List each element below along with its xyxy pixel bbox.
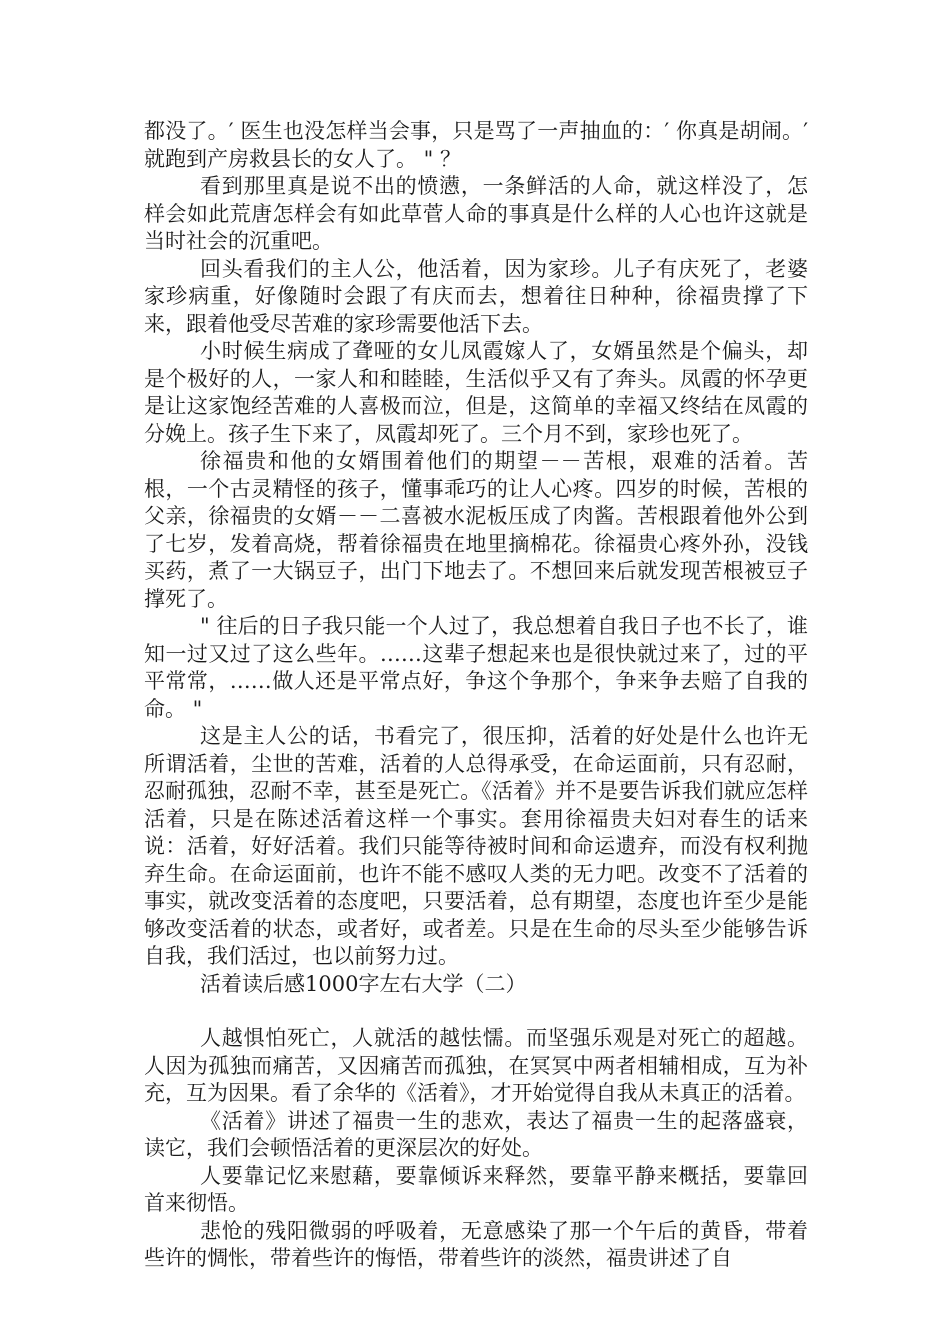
paragraph-5: 徐福贵和他的女婿围着他们的期望－－苦根，艰难的活着。苦根，一个古灵精怪的孩子，懂事乖巧的让人心疼。四岁的时候，苦根的父亲，徐福贵的女婿－－二喜被水泥板压成了肉酱。苦根跟着他外公到了七岁，发着高烧，帮着徐福贵在地里摘棉花。徐福贵心疼外孙，没钱买药，煮了一大锅豆子，出门下地去了。不想回来后就发现苦根被豆子撑死了。 xyxy=(144,449,808,611)
section-heading: 活着读后感1000字左右大学（二） xyxy=(200,971,527,996)
paragraph-8: 人越惧怕死亡，人就活的越怯懦。而坚强乐观是对死亡的超越。人因为孤独而痛苦，又因痛苦而孤独，在冥冥中两者相辅相成，互为补充，互为因果。看了余华的《活着》，才开始觉得自我从未真正的活着。 xyxy=(144,1026,808,1105)
paragraph-1: 都没了。′ 医生也没怎样当会事，只是骂了一声抽血的：′ 你真是胡闹。′ 就跑到产房救县长的女人了。 " ？ xyxy=(144,119,808,171)
paragraph-4: 小时候生病成了聋哑的女儿凤霞嫁人了，女婿虽然是个偏头，却是个极好的人，一家人和和睦睦，生活似乎又有了奔头。凤霞的怀孕更是让这家饱经苦难的人喜极而泣，但是，这简单的幸福又终结在凤霞的分娩上。孩子生下来了，凤霞却死了。三个月不到，家珍也死了。 xyxy=(144,339,808,446)
paragraph-3: 回头看我们的主人公，他活着，因为家珍。儿子有庆死了，老婆家珍病重，好像随时会跟了有庆而去，想着往日种种，徐福贵撑了下来，跟着他受尽苦难的家珍需要他活下去。 xyxy=(144,256,808,336)
paragraph-11: 悲怆的残阳微弱的呼吸着，无意感染了那一个午后的黄昏，带着些许的惆怅，带着些许的悔悟，带着些许的淡然，福贵讲述了自 xyxy=(144,1218,808,1270)
paragraph-6-quote: " 往后的日子我只能一个人过了，我总想着自我日子也不长了，谁知一过又过了这么些年。……这辈子想起来也是很快就过来了，过的平平常常，……做人还是平常点好，争这个争那个，争来争去赔了自我的命。 " xyxy=(144,614,808,721)
paragraph-9: 《活着》讲述了福贵一生的悲欢，表达了福贵一生的起落盛衰，读它，我们会顿悟活着的更深层次的好处。 xyxy=(144,1108,808,1160)
document-body xyxy=(144,118,808,1273)
paragraph-2: 看到那里真是说不出的愤懑，一条鲜活的人命，就这样没了，怎样会如此荒唐怎样会有如此草菅人命的事真是什么样的人心也许这就是当时社会的沉重吧。 xyxy=(144,174,808,253)
paragraph-10: 人要靠记忆来慰藉，要靠倾诉来释然，要靠平静来概括，要靠回首来彻悟。 xyxy=(144,1163,808,1215)
section-spacer xyxy=(144,998,808,1025)
paragraph-7: 这是主人公的话，书看完了，很压抑，活着的好处是什么也许无所谓活着，尘世的苦难，活着的人总得承受，在命运面前，只有忍耐，忍耐孤独，忍耐不幸，甚至是死亡。《活着》并不是要告诉我们就应怎样活着，只是在陈述活着这样一个事实。套用徐福贵夫妇对春生的话来说：活着，好好活着。我们只能等待被时间和命运遗弃，而没有权利抛弃生命。在命运面前，也许不能不感叹人类的无力吧。改变不了活着的事实，就改变活着的态度吧，只要活着，总有期望，态度也许至少是能够改变活着的状态，或者好，或者差。只是在生命的尽头至少能够告诉自我，我们活过，也以前努力过。 xyxy=(144,724,808,968)
